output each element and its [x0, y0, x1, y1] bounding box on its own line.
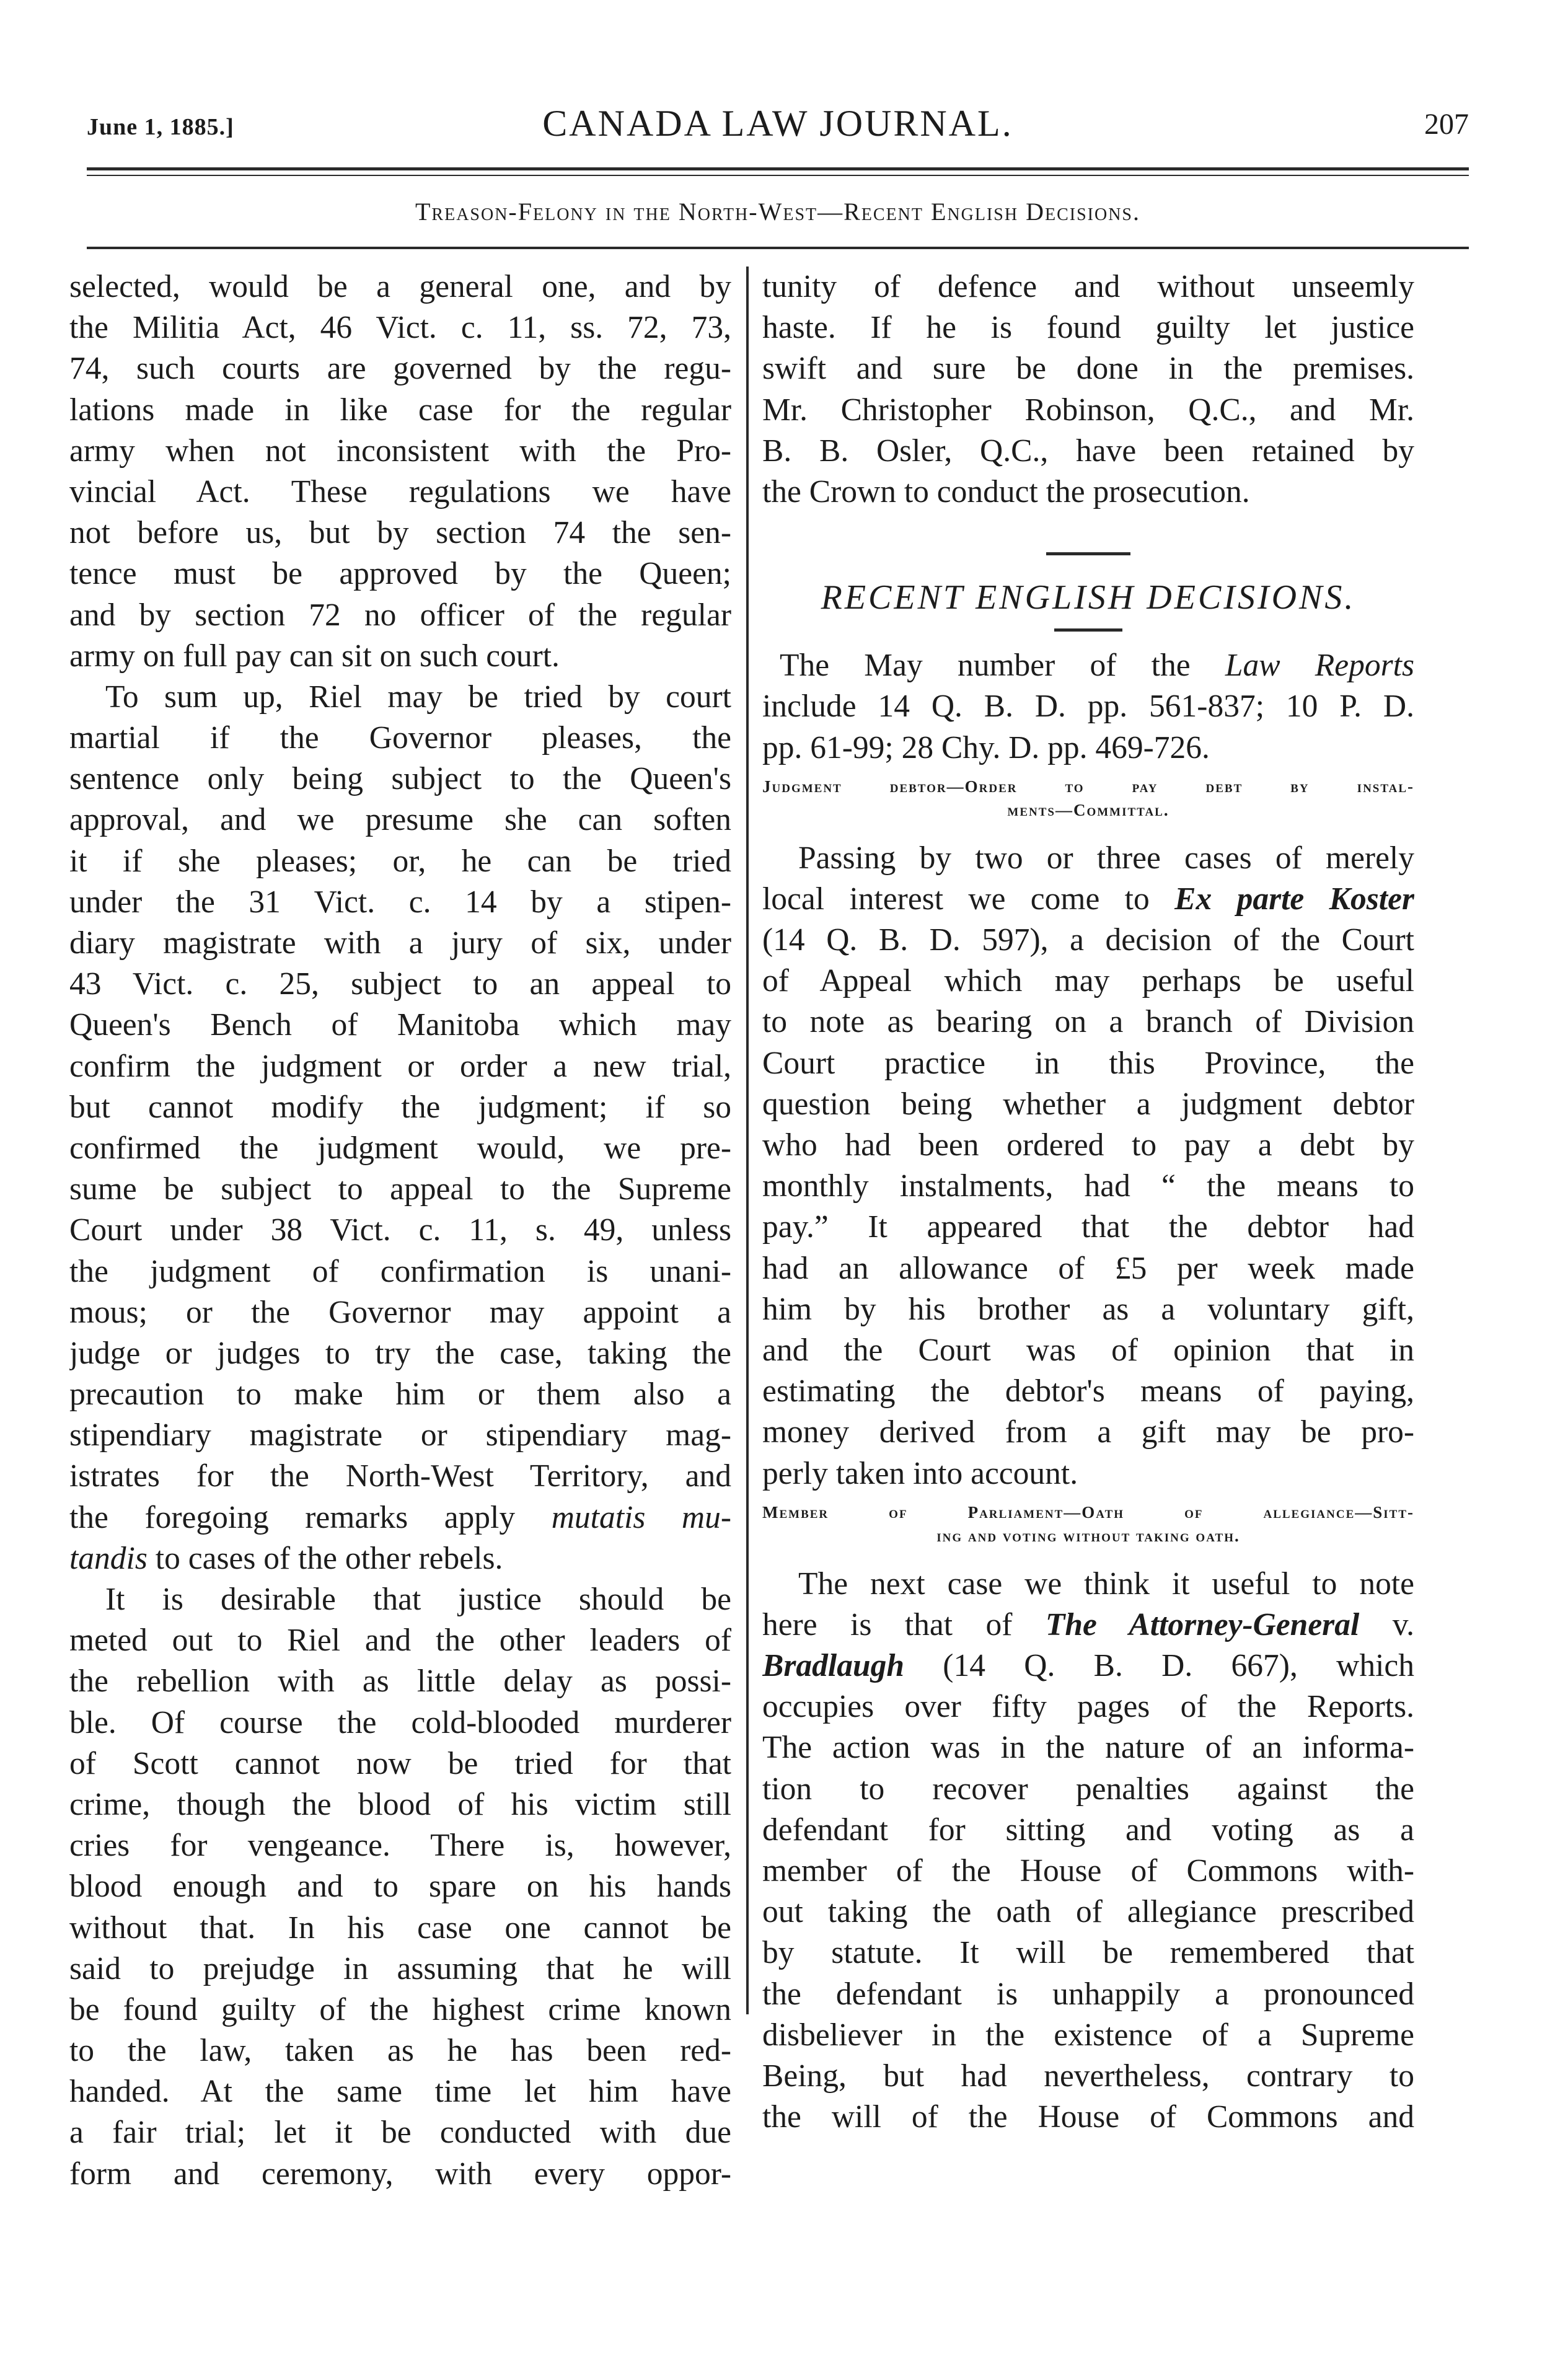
text-line: the Militia Act, 46 Vict. c. 11, ss. 72, 73,: [69, 310, 731, 346]
subhead-spacer: [762, 1548, 1414, 1564]
text-line: 74, such courts are governed by the regu-: [69, 351, 731, 387]
italic-run: The Attorney-General: [1045, 1606, 1360, 1642]
page-number: 207: [1424, 108, 1469, 141]
subhead-spacer: [762, 822, 1414, 838]
text-line: It is desirable that justice should be: [105, 1582, 731, 1617]
text-line: handed. At the same time let him have: [69, 2074, 731, 2110]
text-line: who had been ordered to pay a debt by: [762, 1127, 1414, 1163]
right-column: [762, 267, 1414, 2138]
italic-run: tandis: [69, 1540, 148, 1576]
text-line: the defendant is unhappily a pronounced: [762, 1976, 1414, 2012]
text-line: 43 Vict. c. 25, subject to an appeal to: [69, 966, 731, 1002]
text-line: to the law, taken as he has been red-: [69, 2033, 731, 2069]
text-line: Passing by two or three cases of merely: [798, 840, 1414, 876]
text-line: diary magistrate with a jury of six, under: [69, 925, 731, 961]
text-run: (14 Q. B. D. 667), which: [943, 1648, 1414, 1684]
subhead-spacer: [762, 1494, 1414, 1501]
text-line: tion to recover penalties against the: [762, 1771, 1414, 1807]
case-subheading: ing and voting without taking oath.: [936, 1526, 1240, 1545]
text-run: here is that of: [762, 1606, 1013, 1642]
issue-date: June 1, 1885.]: [87, 114, 234, 140]
text-line: out taking the oath of allegiance prescribed: [762, 1894, 1414, 1930]
italic-run: Ex parte Koster: [1174, 881, 1414, 917]
text-line: [762, 645, 1414, 686]
text-line: not before us, but by section 74 the sen-: [69, 515, 731, 551]
column-divider: [746, 267, 749, 2014]
text-line: him by his brother as a voluntary gift,: [762, 1291, 1414, 1327]
text-line: disbeliever in the existence of a Supreme: [762, 2017, 1414, 2053]
text-line: haste. If he is found guilty let justice: [762, 310, 1414, 346]
section-heading-text: Treason-Felony in the North-West—Recent English Decisions.: [415, 198, 1141, 226]
text-line: to note as bearing on a branch of Division: [762, 1004, 1414, 1040]
text-line: but cannot modify the judgment; if so: [69, 1089, 731, 1125]
case-subheading: Member of Parliament—Oath of allegiance—Sitt-: [762, 1502, 1414, 1522]
text-line: be found guilty of the highest crime known: [69, 1991, 731, 2027]
text-run: local interest we come to: [762, 881, 1150, 917]
article-title: RECENT ENGLISH DECISIONS.: [821, 578, 1356, 617]
text-line: had an allowance of £5 per week made: [762, 1250, 1414, 1286]
text-line: [762, 879, 1414, 920]
text-line: said to prejudge in assuming that he will: [69, 1950, 731, 1986]
title-spacer: [762, 555, 1414, 573]
title-spacer: [762, 632, 1414, 645]
text-line: cries for vengeance. There is, however,: [69, 1828, 731, 1864]
text-line: lations made in like case for the regular: [69, 392, 731, 428]
title-spacer: [762, 513, 1414, 552]
text-line: stipendiary magistrate or stipendiary mag-: [69, 1417, 731, 1453]
text-run: to cases of the other rebels.: [155, 1540, 503, 1576]
text-line: swift and sure be done in the premises.: [762, 351, 1414, 387]
text-line: defendant for sitting and voting as a: [762, 1812, 1414, 1848]
text-line: tunity of defence and without unseemly: [762, 269, 1414, 304]
case-subheading: ments—Committal.: [1007, 800, 1169, 819]
text-line: [69, 1538, 731, 1579]
section-heading: [87, 197, 1469, 226]
text-line: Being, but had nevertheless, contrary to: [762, 2058, 1414, 2094]
text-line: pp. 61-99; 28 Chy. D. pp. 469-726.: [762, 729, 1210, 765]
text-line: army on full pay can sit on such court.: [69, 638, 560, 674]
text-run: the foregoing remarks apply: [69, 1499, 516, 1535]
text-line: mous; or the Governor may appoint a: [69, 1294, 731, 1330]
text-line: money derived from a gift may be pro-: [762, 1414, 1414, 1450]
text-line: To sum up, Riel may be tried by court: [105, 679, 731, 715]
text-line: perly taken into account.: [762, 1455, 1078, 1491]
text-line: tence must be approved by the Queen;: [69, 556, 731, 592]
text-line: confirmed the judgment would, we pre-: [69, 1130, 731, 1166]
text-line: sume be subject to appeal to the Supreme: [69, 1171, 731, 1207]
title-spacer: [762, 622, 1414, 628]
text-line: the judgment of confirmation is unani-: [69, 1253, 731, 1289]
text-line: vincial Act. These regulations we have: [69, 474, 731, 509]
text-line: occupies over fifty pages of the Reports.: [762, 1689, 1414, 1725]
text-line: form and ceremony, with every oppor-: [69, 2156, 731, 2192]
text-line: confirm the judgment or order a new trial,: [69, 1048, 731, 1084]
text-line: the Crown to conduct the prosecution.: [762, 474, 1250, 509]
text-line: by statute. It will be remembered that: [762, 1935, 1414, 1971]
italic-run: Bradlaugh: [762, 1648, 904, 1684]
text-line: sentence only being subject to the Queen's: [69, 761, 731, 797]
text-line: under the 31 Vict. c. 14 by a stipen-: [69, 884, 731, 920]
text-line: Mr. Christopher Robinson, Q.C., and Mr.: [762, 392, 1414, 428]
text-line: The next case we think it useful to note: [798, 1566, 1414, 1602]
italic-run: mutatis mu-: [551, 1499, 731, 1535]
text-line: the rebellion with as little delay as possi-: [69, 1664, 731, 1699]
text-line: ble. Of course the cold-blooded murderer: [69, 1704, 731, 1740]
text-line: blood enough and to spare on his hands: [69, 1869, 731, 1905]
running-head: [87, 102, 1469, 158]
text-line: pay.” It appeared that the debtor had: [762, 1209, 1414, 1245]
text-line: B. B. Osler, Q.C., have been retained by: [762, 433, 1414, 469]
text-line: member of the House of Commons with-: [762, 1853, 1414, 1889]
text-line: judge or judges to try the case, taking the: [69, 1335, 731, 1371]
text-line: it if she pleases; or, he can be tried: [69, 843, 731, 879]
text-line: selected, would be a general one, and by: [69, 269, 731, 304]
text-line: Queen's Bench of Manitoba which may: [69, 1007, 731, 1043]
text-line: question being whether a judgment debtor: [762, 1086, 1414, 1122]
text-line: estimating the debtor's means of paying,: [762, 1373, 1414, 1409]
case-subheading: Judgment debtor—Order to pay debt by instal-: [762, 777, 1414, 796]
journal-title: CANADA LAW JOURNAL.: [542, 103, 1013, 144]
text-run: The May number of the: [780, 648, 1191, 684]
text-line: [762, 1646, 1414, 1686]
text-line: include 14 Q. B. D. pp. 561-837; 10 P. D.: [762, 689, 1414, 725]
text-line: precaution to make him or them also a: [69, 1377, 731, 1413]
text-line: approval, and we presume she can soften: [69, 802, 731, 838]
text-line: of Scott cannot now be tried for that: [69, 1745, 731, 1781]
text-line: monthly instalments, had “ the means to: [762, 1168, 1414, 1204]
header-rule-thin: [87, 175, 1469, 176]
text-line: The action was in the nature of an informa-: [762, 1730, 1414, 1766]
text-line: [762, 1605, 1414, 1646]
section-rule: [87, 247, 1469, 249]
text-line: of Appeal which may perhaps be useful: [762, 963, 1414, 999]
left-column: [69, 267, 731, 2195]
text-line: and by section 72 no officer of the regular: [69, 597, 731, 633]
italic-run: Law Reports: [1225, 648, 1414, 684]
text-line: crime, though the blood of his victim still: [69, 1786, 731, 1822]
text-line: and the Court was of opinion that in: [762, 1332, 1414, 1368]
text-line: meted out to Riel and the other leaders of: [69, 1623, 731, 1659]
text-line: [69, 1497, 731, 1538]
text-run: v.: [1392, 1606, 1414, 1642]
text-line: martial if the Governor pleases, the: [69, 720, 731, 756]
text-line: istrates for the North-West Territory, and: [69, 1458, 731, 1494]
text-line: the will of the House of Commons and: [762, 2099, 1414, 2135]
text-line: (14 Q. B. D. 597), a decision of the Court: [762, 922, 1414, 958]
text-line: Court practice in this Province, the: [762, 1045, 1414, 1081]
text-line: army when not inconsistent with the Pro-: [69, 433, 731, 469]
text-line: without that. In his case one cannot be: [69, 1910, 731, 1946]
text-line: Court under 38 Vict. c. 11, s. 49, unless: [69, 1212, 731, 1248]
subhead-spacer: [762, 769, 1414, 775]
text-line: a fair trial; let it be conducted with due: [69, 2115, 731, 2151]
header-rule: [87, 167, 1469, 170]
